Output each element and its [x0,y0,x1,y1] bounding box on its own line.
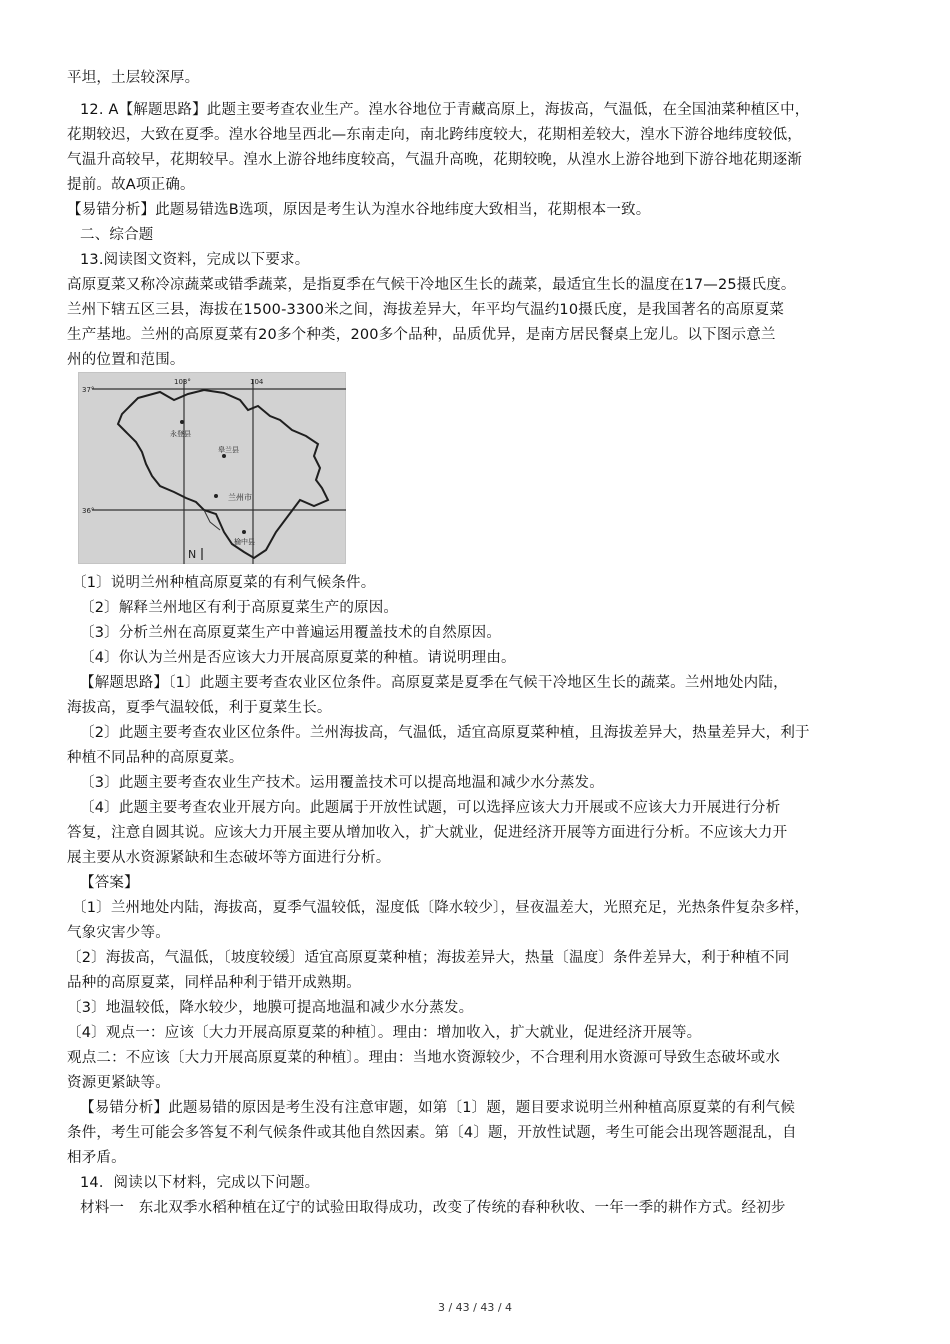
text-line: 【易错分析】此题易错的原因是考生没有注意审题，如第〔1〕题，题目要求说明兰州种植高原夏菜的有利气候 [80,1100,796,1116]
text-line: 平坦，土层较深厚。 [67,70,200,86]
text-line: 〔2〕此题主要考查农业区位条件。兰州海拔高，气温低，适宜高原夏菜种植，且海拔差异大，热量差异大，利于 [80,725,810,741]
sub-question: 〔2〕解释兰州地区有利于高原夏菜生产的原因。 [80,600,399,616]
text-line: 生产基地。兰州的高原夏菜有20多个种类，200多个品种，品质优异，是南方居民餐桌上宠儿。以下图示意兰 [67,327,776,343]
lanzhou-map-figure [78,372,346,564]
text-line: 〔3〕地温较低，降水较少，地膜可提高地温和减少水分蒸发。 [67,1000,474,1016]
text-line: 观点二：不应该〔大力开展高原夏菜的种植〕。理由：当地水资源较少，不合理利用水资源可导致生态破坏或水 [67,1050,781,1066]
yuzhong-marker [242,530,246,534]
text-line: 〔1〕兰州地处内陆，海拔高，夏季气温较低，湿度低〔降水较少〕，昼夜温差大，光照充足，光热条件复杂多样， [72,900,810,916]
text-line: 高原夏菜又称冷凉蔬菜或错季蔬菜，是指夏季在气候干冷地区生长的蔬菜，最适宜生长的温度在17—25摄氏度。 [67,277,796,293]
text-line: 海拔高，夏季气温较低，利于夏菜生长。 [67,700,332,716]
text-line: 花期较迟，大致在夏季。湟水谷地呈西北—东南走向，南北跨纬度较大，花期相差较大，湟水下游谷地纬度较低， [67,127,802,143]
text-line: 资源更紧缺等。 [67,1075,170,1091]
text-line: 条件，考生可能会多答复不利气候条件或其他自然因素。第〔4〕题，开放性试题，考生可能会出现答题混乱，自 [67,1125,797,1141]
text-line: 〔2〕海拔高，气温低，〔坡度较缓〕适宜高原夏菜种植；海拔差异大，热量〔温度〕条件差异大，利于种植不同 [67,950,790,966]
text-line: 兰州下辖五区三县，海拔在1500-3300米之间，海拔差异大，年平均气温约10摄氏度，是我国著名的高原夏菜 [67,302,785,318]
lon-label: 103° [174,378,191,386]
gaolan-marker [222,454,226,458]
section-heading: 二、综合题 [80,227,154,243]
text-line: 【解题思路】〔1〕此题主要考查农业区位条件。高原夏菜是夏季在气候干冷地区生长的蔬菜。兰州地处内陆， [80,675,788,691]
text-line: 气象灾害少等。 [67,925,170,941]
place-label: 兰州市 [228,493,252,502]
lanzhou-marker [214,494,218,498]
text-line: 提前。故A项正确。 [67,177,195,193]
page-footer: 3 / 43 / 43 / 4 [437,1301,513,1314]
question-heading: 14．阅读以下材料，完成以下问题。 [80,1175,320,1191]
place-label: 永登县 [170,430,191,438]
text-line: 展主要从水资源紧缺和生态破坏等方面进行分析。 [67,850,391,866]
sub-question: 〔3〕分析兰州在高原夏菜生产中普遍运用覆盖技术的自然原因。 [80,625,502,641]
yongdeng-marker [180,420,184,424]
question-heading: 13.阅读图文资料，完成以下要求。 [80,252,310,268]
text-line: 品种的高原夏菜，同样品种利于错开成熟期。 [67,975,361,991]
place-label: 皋兰县 [218,446,239,454]
place-label: 榆中县 [234,538,255,546]
compass-label: N [188,548,197,561]
sub-question: 〔1〕说明兰州种植高原夏菜的有利气候条件。 [72,575,376,591]
text-line: 〔3〕此题主要考查农业生产技术。运用覆盖技术可以提高地温和减少水分蒸发。 [80,775,604,791]
text-line: 答复，注意自圆其说。应该大力开展主要从增加收入，扩大就业，促进经济开展等方面进行分析。不应该大力开 [67,825,788,841]
text-line: 种植不同品种的高原夏菜。 [67,750,244,766]
text-line: 〔4〕观点一：应该〔大力开展高原夏菜的种植〕。理由：增加收入，扩大就业，促进经济开展等。 [67,1025,702,1041]
text-line: 12. A【解题思路】此题主要考查农业生产。湟水谷地位于青藏高原上，海拔高，气温低，在全国油菜种植区中， [80,102,810,118]
text-line: 气温升高较早，花期较早。湟水上游谷地纬度较高，气温升高晚，花期较晚，从湟水上游谷地到下游谷地花期逐渐 [67,152,802,168]
lat-label: 36° [82,507,95,515]
text-line: 相矛盾。 [67,1150,126,1166]
lat-label: 37° [82,386,95,394]
text-line: 〔4〕此题主要考查农业开展方向。此题属于开放性试题，可以选择应该大力开展或不应该大力开展进行分析 [80,800,781,816]
text-line: 【易错分析】此题易错选B选项，原因是考生认为湟水谷地纬度大致相当，花期根本一致。 [67,202,651,218]
sub-question: 〔4〕你认为兰州是否应该大力开展高原夏菜的种植。请说明理由。 [80,650,516,666]
answer-heading: 【答案】 [80,875,139,891]
text-line: 材料一 东北双季水稻种植在辽宁的试验田取得成功，改变了传统的春种秋收、一年一季的耕作方式。经初步 [80,1200,786,1216]
text-line: 州的位置和范围。 [67,352,185,368]
lon-label: 104 [250,378,264,386]
